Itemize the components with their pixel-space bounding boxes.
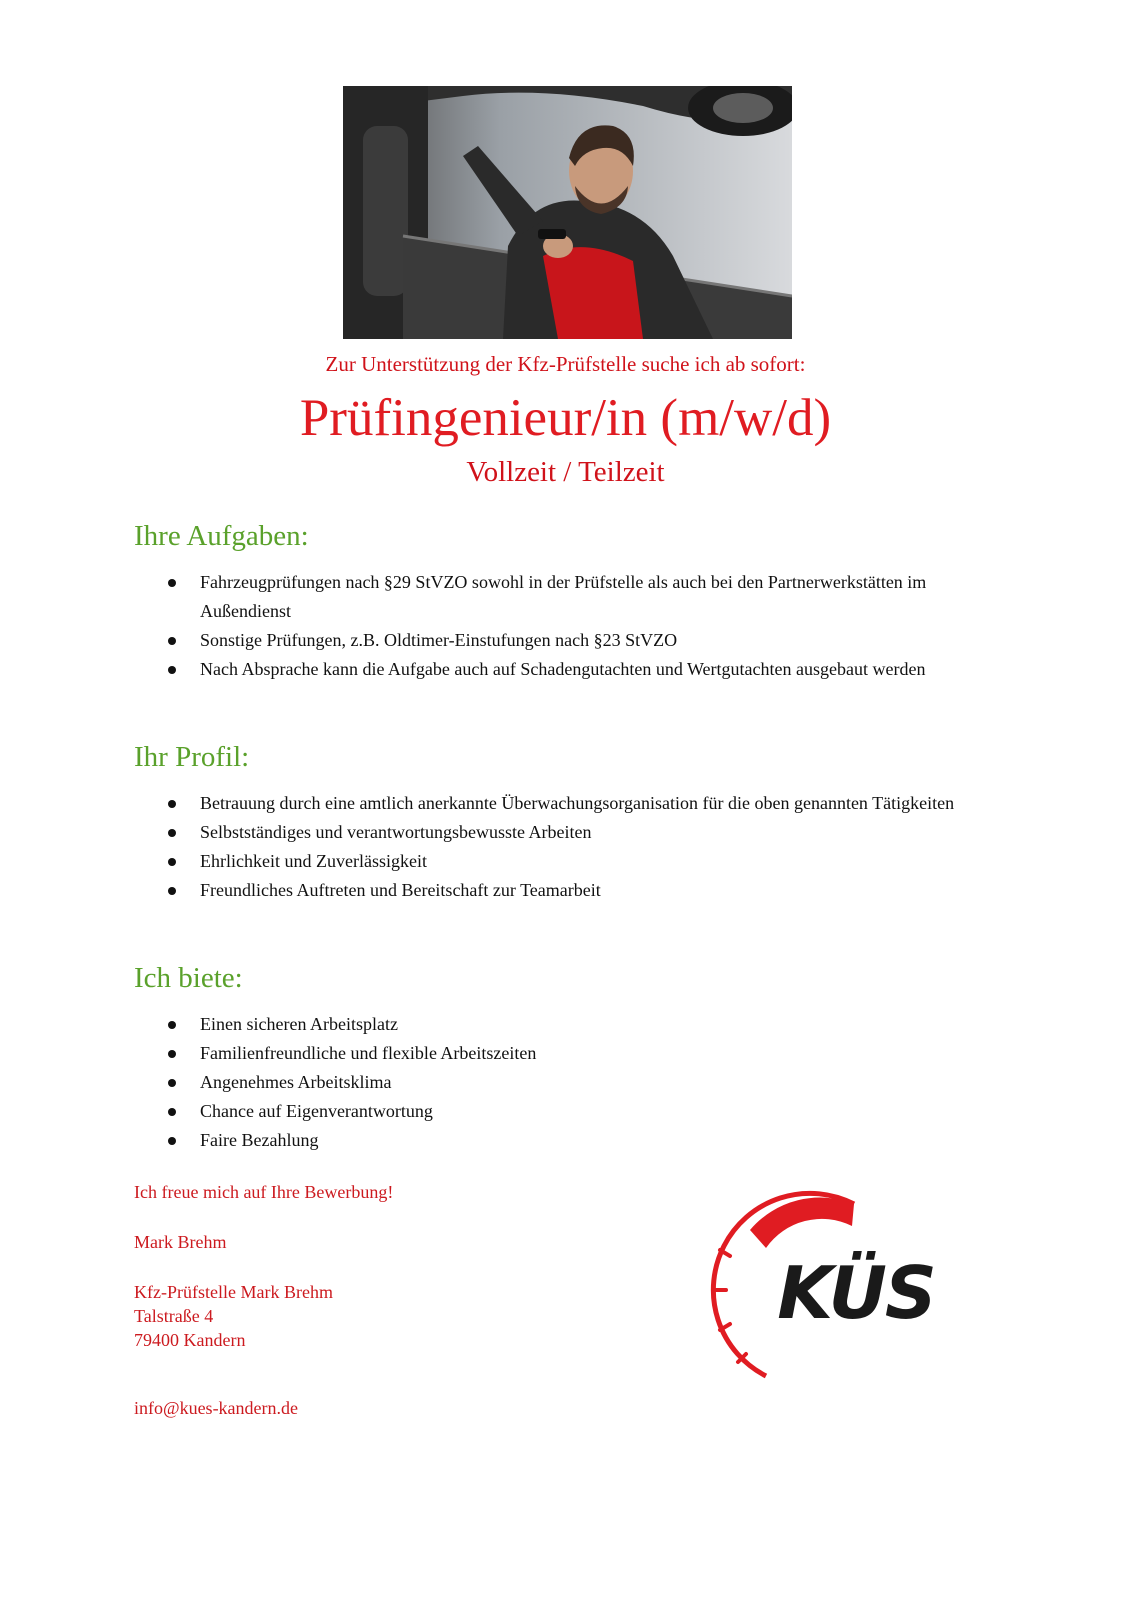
list-item: Betrauung durch eine amtlich anerkannte Überwachungsorganisation für die oben genannten Tätigkeiten [134,789,994,818]
section-heading: Ihre Aufgaben: [134,520,309,552]
bullet-icon [168,1079,176,1087]
aufgaben-list [134,568,994,684]
section-heading: Ihr Profil: [134,741,250,773]
list-item: Selbstständiges und verantwortungsbewusste Arbeiten [134,818,994,847]
bullet-icon [168,1050,176,1058]
bullet-icon [168,666,176,674]
bullet-icon [168,887,176,895]
contact-city: 79400 Kandern [134,1330,246,1350]
list-item: Freundliches Auftreten und Bereitschaft zur Teamarbeit [134,876,994,905]
closing-greeting: Ich freue mich auf Ihre Bewerbung! [134,1182,394,1202]
header-photo [343,86,792,339]
list-item: Einen sicheren Arbeitsplatz [134,1010,994,1039]
kues-logo [706,1190,972,1386]
list-item: Ehrlichkeit und Zuverlässigkeit [134,847,994,876]
job-title: Prüfingenieur/in (m/w/d) [299,389,832,447]
profil-list [134,789,994,905]
bullet-icon [168,1021,176,1029]
mechanic-photo-illustration [343,86,792,339]
section-aufgaben [134,518,994,684]
intro-text: Zur Unterstützung der Kfz-Prüfstelle suche ich ab sofort: [325,352,806,376]
bullet-icon [168,579,176,587]
bullet-icon [168,1137,176,1145]
biete-list [134,1010,994,1155]
section-biete [134,960,994,1155]
bullet-icon [168,637,176,645]
bullet-icon [168,1108,176,1116]
job-subtitle: Vollzeit / Teilzeit [466,456,665,488]
section-heading: Ich biete: [134,962,243,994]
bullet-icon [168,858,176,866]
contact-company: Kfz-Prüfstelle Mark Brehm [134,1282,333,1302]
contact-street: Talstraße 4 [134,1306,214,1326]
bullet-icon [168,800,176,808]
list-item: Chance auf Eigenverantwortung [134,1097,994,1126]
list-item: Familienfreundliche und flexible Arbeitszeiten [134,1039,994,1068]
section-profil [134,739,994,905]
list-item: Nach Absprache kann die Aufgabe auch auf Schadengutachten und Wertgutachten ausgebaut werden [134,655,994,684]
svg-text:KÜS: KÜS [777,1251,935,1335]
list-item: Angenehmes Arbeitsklima [134,1068,994,1097]
list-item: Sonstige Prüfungen, z.B. Oldtimer-Einstufungen nach §23 StVZO [134,626,994,655]
contact-email[interactable]: info@kues-kandern.de [134,1398,299,1418]
kues-logo-icon [706,1190,972,1386]
contact-name: Mark Brehm [134,1232,227,1252]
list-item: Faire Bezahlung [134,1126,994,1155]
list-item: Fahrzeugprüfungen nach §29 StVZO sowohl in der Prüfstelle als auch bei den Partnerwerkstätten im Außendienst [134,568,994,626]
bullet-icon [168,829,176,837]
